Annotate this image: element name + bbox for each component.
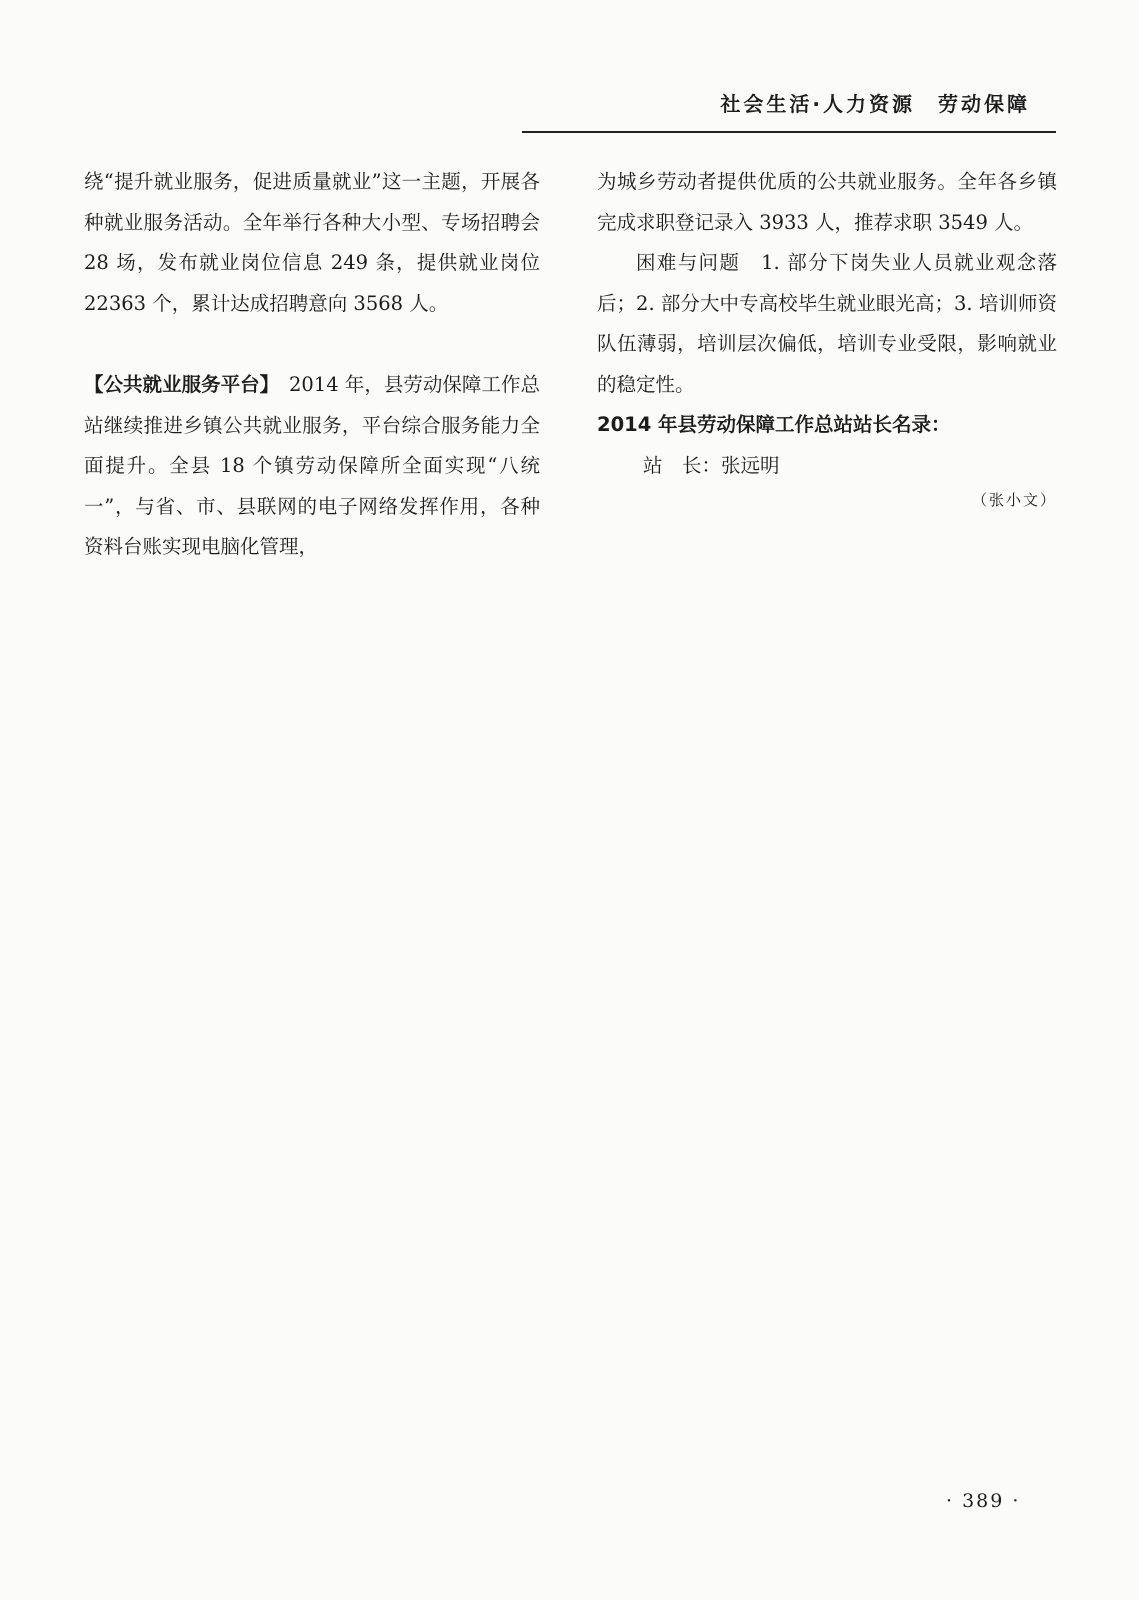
problems-label: 困难与问题	[636, 251, 741, 274]
page-number: · 389 ·	[946, 1490, 1021, 1512]
paragraph-employment-activities: 绕“提升就业服务，促进质量就业”这一主题，开展各种就业服务活动。全年举行各种大小型、专场招聘会 28 场，发布就业岗位信息 249 条，提供就业岗位 22363 个，累计达成招聘意向 3568 人。	[84, 170, 540, 315]
roster-title: 2014 年县劳动保障工作总站站长名录：	[597, 413, 951, 436]
paragraph-service-continued: 为城乡劳动者提供优质的公共就业服务。全年各乡镇完成求职登记录入 3933 人，推荐求职 3549 人。	[597, 170, 1057, 234]
paragraph-service-platform	[84, 365, 540, 568]
roster-entry: 站 长：张远明	[643, 453, 780, 477]
problems-text: 1. 部分下岗失业人员就业观念落后；2. 部分大中专高校毕生就业眼光高；3. 培训师资队伍薄弱，培训层次偏低，培训专业受限，影响就业的稳定性。	[597, 251, 1057, 396]
section-title: 【公共就业服务平台】	[84, 373, 270, 396]
right-column	[597, 162, 1057, 514]
section-body: 2014 年，县劳动保障工作总站继续推进乡镇公共就业服务，平台综合服务能力全面提升。全县 18 个镇劳动保障所全面实现“八统一”，与省、市、县联网的电子网络发挥作用，各种资料台账实现电脑化管理，	[84, 373, 540, 558]
paragraph-problems	[597, 243, 1057, 405]
author-credit: （张小文）	[971, 491, 1057, 509]
paragraph-gap	[84, 324, 540, 365]
running-header: 社会生活·人力资源 劳动保障	[720, 92, 1030, 116]
header-rule	[522, 131, 1056, 133]
left-column	[84, 162, 540, 568]
